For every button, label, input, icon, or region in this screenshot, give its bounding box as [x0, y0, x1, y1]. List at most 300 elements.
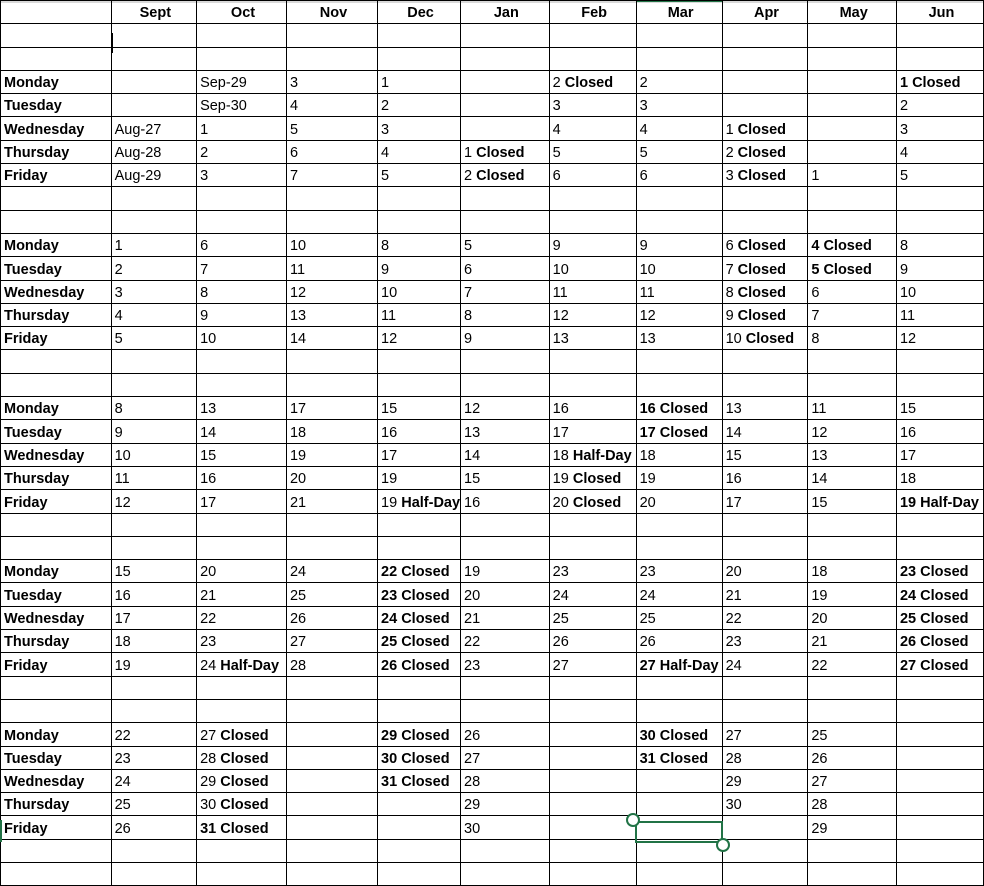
- date-cell[interactable]: [896, 746, 983, 769]
- date-cell[interactable]: 1: [808, 164, 897, 187]
- date-cell[interactable]: [896, 47, 983, 70]
- date-cell[interactable]: 14: [808, 466, 897, 489]
- date-cell[interactable]: [549, 676, 636, 699]
- date-cell[interactable]: [808, 676, 897, 699]
- date-cell[interactable]: 8: [461, 303, 550, 326]
- date-cell[interactable]: 25: [111, 793, 196, 816]
- date-cell[interactable]: [111, 839, 196, 862]
- date-cell[interactable]: 8: [896, 233, 983, 256]
- date-cell[interactable]: [286, 350, 377, 373]
- date-cell[interactable]: 17: [896, 443, 983, 466]
- date-cell[interactable]: [549, 723, 636, 746]
- date-cell[interactable]: [896, 373, 983, 396]
- date-cell[interactable]: [896, 210, 983, 233]
- date-cell[interactable]: 14: [197, 420, 287, 443]
- date-cell[interactable]: [461, 187, 550, 210]
- date-cell[interactable]: [378, 699, 461, 722]
- date-cell[interactable]: [461, 210, 550, 233]
- date-cell[interactable]: [896, 350, 983, 373]
- date-cell[interactable]: 17: [722, 490, 808, 513]
- date-cell[interactable]: 30 Closed: [378, 746, 461, 769]
- date-cell[interactable]: 24 Closed: [378, 606, 461, 629]
- date-cell[interactable]: 2: [378, 94, 461, 117]
- date-cell[interactable]: [286, 187, 377, 210]
- date-cell[interactable]: [896, 839, 983, 862]
- weekday-cell[interactable]: [1, 839, 112, 862]
- date-cell[interactable]: 26: [808, 746, 897, 769]
- weekday-cell[interactable]: Friday: [1, 327, 112, 350]
- date-cell[interactable]: [722, 233, 808, 256]
- date-cell[interactable]: 12: [378, 327, 461, 350]
- date-cell[interactable]: 25: [286, 583, 377, 606]
- date-cell[interactable]: [636, 536, 722, 559]
- date-cell[interactable]: [896, 676, 983, 699]
- date-cell[interactable]: [197, 723, 287, 746]
- date-cell[interactable]: 6: [286, 140, 377, 163]
- date-cell[interactable]: [722, 676, 808, 699]
- date-cell[interactable]: 16: [461, 490, 550, 513]
- date-cell[interactable]: [636, 210, 722, 233]
- date-cell[interactable]: 31 Closed: [378, 769, 461, 792]
- date-cell[interactable]: 10: [896, 280, 983, 303]
- date-cell[interactable]: [722, 280, 808, 303]
- weekday-cell[interactable]: [1, 24, 112, 47]
- date-cell[interactable]: 19: [461, 560, 550, 583]
- date-cell[interactable]: [722, 350, 808, 373]
- date-cell[interactable]: 28: [461, 769, 550, 792]
- date-cell[interactable]: 23: [461, 653, 550, 676]
- date-cell[interactable]: [549, 769, 636, 792]
- date-cell[interactable]: 22: [111, 723, 196, 746]
- date-cell[interactable]: [896, 699, 983, 722]
- date-cell[interactable]: 17 Closed: [636, 420, 722, 443]
- date-cell[interactable]: [111, 513, 196, 536]
- date-cell[interactable]: 22 Closed: [378, 560, 461, 583]
- date-cell[interactable]: 27 Half-Day: [636, 653, 722, 676]
- month-header-sept[interactable]: Sept: [111, 1, 196, 24]
- date-cell[interactable]: [808, 94, 897, 117]
- date-cell[interactable]: [549, 862, 636, 885]
- date-cell[interactable]: 11: [636, 280, 722, 303]
- date-cell[interactable]: 12: [111, 490, 196, 513]
- date-cell[interactable]: [896, 723, 983, 746]
- date-cell[interactable]: [461, 699, 550, 722]
- date-cell[interactable]: [286, 769, 377, 792]
- date-cell[interactable]: 23 Closed: [378, 583, 461, 606]
- date-cell[interactable]: [808, 373, 897, 396]
- date-cell[interactable]: [461, 536, 550, 559]
- weekday-cell[interactable]: Thursday: [1, 466, 112, 489]
- date-cell[interactable]: Sep-29: [197, 70, 287, 93]
- date-cell[interactable]: 5: [378, 164, 461, 187]
- date-cell[interactable]: [378, 513, 461, 536]
- date-cell[interactable]: 2: [896, 94, 983, 117]
- date-cell[interactable]: 23: [636, 560, 722, 583]
- date-cell[interactable]: 10: [378, 280, 461, 303]
- date-cell[interactable]: [896, 513, 983, 536]
- date-cell[interactable]: [636, 793, 722, 816]
- date-cell[interactable]: 30: [722, 793, 808, 816]
- date-cell[interactable]: [896, 187, 983, 210]
- date-cell[interactable]: [549, 24, 636, 47]
- date-cell[interactable]: 6: [549, 164, 636, 187]
- date-cell[interactable]: [722, 47, 808, 70]
- month-header-apr[interactable]: Apr: [722, 1, 808, 24]
- date-cell[interactable]: 25: [549, 606, 636, 629]
- weekday-cell[interactable]: Tuesday: [1, 583, 112, 606]
- date-cell[interactable]: [636, 513, 722, 536]
- date-cell[interactable]: 28: [722, 746, 808, 769]
- date-cell[interactable]: [808, 24, 897, 47]
- date-cell[interactable]: 7: [286, 164, 377, 187]
- date-cell[interactable]: 23: [197, 630, 287, 653]
- date-cell[interactable]: [378, 676, 461, 699]
- date-cell[interactable]: 29: [461, 793, 550, 816]
- weekday-cell[interactable]: Wednesday: [1, 117, 112, 140]
- date-cell[interactable]: [197, 793, 287, 816]
- date-cell[interactable]: 18: [808, 560, 897, 583]
- date-cell[interactable]: [111, 536, 196, 559]
- date-cell[interactable]: 15: [896, 397, 983, 420]
- date-cell[interactable]: 4: [111, 303, 196, 326]
- date-cell[interactable]: 29: [808, 816, 897, 839]
- date-cell[interactable]: [461, 676, 550, 699]
- date-cell[interactable]: 26: [636, 630, 722, 653]
- date-cell[interactable]: [378, 490, 461, 513]
- date-cell[interactable]: [461, 373, 550, 396]
- weekday-cell[interactable]: [1, 862, 112, 885]
- date-cell[interactable]: 20: [808, 606, 897, 629]
- date-cell[interactable]: 13: [636, 327, 722, 350]
- date-cell[interactable]: 19: [286, 443, 377, 466]
- date-cell[interactable]: 13: [808, 443, 897, 466]
- date-cell[interactable]: [808, 47, 897, 70]
- date-cell[interactable]: 24: [111, 769, 196, 792]
- date-cell[interactable]: [286, 513, 377, 536]
- date-cell[interactable]: 7: [461, 280, 550, 303]
- date-cell[interactable]: [286, 373, 377, 396]
- date-cell[interactable]: [722, 303, 808, 326]
- date-cell[interactable]: [286, 47, 377, 70]
- weekday-cell[interactable]: Thursday: [1, 303, 112, 326]
- date-cell[interactable]: 4: [378, 140, 461, 163]
- date-cell[interactable]: [896, 24, 983, 47]
- date-cell[interactable]: 20: [636, 490, 722, 513]
- date-cell[interactable]: 1: [378, 70, 461, 93]
- weekday-cell[interactable]: [1, 513, 112, 536]
- date-cell[interactable]: [549, 47, 636, 70]
- date-cell[interactable]: 26 Closed: [378, 653, 461, 676]
- weekday-cell[interactable]: Monday: [1, 397, 112, 420]
- date-cell[interactable]: [461, 117, 550, 140]
- date-cell[interactable]: 10: [197, 327, 287, 350]
- date-cell[interactable]: [286, 862, 377, 885]
- date-cell[interactable]: 13: [286, 303, 377, 326]
- date-cell[interactable]: 12: [286, 280, 377, 303]
- date-cell[interactable]: 23 Closed: [896, 560, 983, 583]
- date-cell[interactable]: [722, 24, 808, 47]
- date-cell[interactable]: 28: [808, 793, 897, 816]
- date-cell[interactable]: 27: [461, 746, 550, 769]
- date-cell[interactable]: [549, 816, 636, 839]
- date-cell[interactable]: 7: [197, 257, 287, 280]
- date-cell[interactable]: 22: [461, 630, 550, 653]
- date-cell[interactable]: 4: [636, 117, 722, 140]
- date-cell[interactable]: [808, 350, 897, 373]
- date-cell[interactable]: [197, 47, 287, 70]
- date-cell[interactable]: [722, 210, 808, 233]
- date-cell[interactable]: 6: [636, 164, 722, 187]
- date-cell[interactable]: 8: [378, 233, 461, 256]
- date-cell[interactable]: 16: [111, 583, 196, 606]
- weekday-cell[interactable]: [1, 699, 112, 722]
- date-cell[interactable]: 3: [111, 280, 196, 303]
- date-cell[interactable]: 19: [636, 466, 722, 489]
- date-cell[interactable]: [197, 536, 287, 559]
- date-cell[interactable]: 24: [286, 560, 377, 583]
- date-cell[interactable]: 29 Closed: [378, 723, 461, 746]
- date-cell[interactable]: [111, 676, 196, 699]
- date-cell[interactable]: [111, 862, 196, 885]
- date-cell[interactable]: [896, 536, 983, 559]
- date-cell[interactable]: 5: [286, 117, 377, 140]
- date-cell[interactable]: [197, 24, 287, 47]
- weekday-cell[interactable]: Thursday: [1, 793, 112, 816]
- date-cell[interactable]: [378, 793, 461, 816]
- date-cell[interactable]: [378, 862, 461, 885]
- date-cell[interactable]: [197, 210, 287, 233]
- date-cell[interactable]: 14: [722, 420, 808, 443]
- date-cell[interactable]: [636, 187, 722, 210]
- date-cell[interactable]: [636, 350, 722, 373]
- date-cell[interactable]: 25: [808, 723, 897, 746]
- date-cell[interactable]: [461, 94, 550, 117]
- date-cell[interactable]: 14: [461, 443, 550, 466]
- date-cell[interactable]: [808, 862, 897, 885]
- date-cell[interactable]: 10: [286, 233, 377, 256]
- date-cell[interactable]: 21: [722, 583, 808, 606]
- date-cell[interactable]: 9: [896, 257, 983, 280]
- date-cell[interactable]: 13: [549, 327, 636, 350]
- weekday-cell[interactable]: Wednesday: [1, 606, 112, 629]
- date-cell[interactable]: [808, 536, 897, 559]
- date-cell[interactable]: [461, 140, 550, 163]
- date-cell[interactable]: [722, 513, 808, 536]
- date-cell[interactable]: [808, 187, 897, 210]
- date-cell[interactable]: 16: [722, 466, 808, 489]
- date-cell[interactable]: 11: [549, 280, 636, 303]
- date-cell[interactable]: [722, 164, 808, 187]
- date-cell[interactable]: 5: [549, 140, 636, 163]
- date-cell[interactable]: 24: [549, 583, 636, 606]
- date-cell[interactable]: 26: [286, 606, 377, 629]
- weekday-cell[interactable]: Monday: [1, 560, 112, 583]
- date-cell[interactable]: 11: [286, 257, 377, 280]
- date-cell[interactable]: 9: [461, 327, 550, 350]
- date-cell[interactable]: 1: [111, 233, 196, 256]
- weekday-cell[interactable]: [1, 350, 112, 373]
- date-cell[interactable]: 16 Closed: [636, 397, 722, 420]
- date-cell[interactable]: 2: [197, 140, 287, 163]
- date-cell[interactable]: [549, 536, 636, 559]
- weekday-cell[interactable]: Friday: [1, 816, 112, 839]
- date-cell[interactable]: 7: [808, 303, 897, 326]
- date-cell[interactable]: [549, 443, 636, 466]
- month-header-oct[interactable]: Oct: [197, 1, 287, 24]
- date-cell[interactable]: [461, 862, 550, 885]
- date-cell[interactable]: 27: [722, 723, 808, 746]
- date-cell[interactable]: [286, 699, 377, 722]
- date-cell[interactable]: 15: [111, 560, 196, 583]
- date-cell[interactable]: [461, 350, 550, 373]
- date-cell[interactable]: [549, 187, 636, 210]
- date-cell[interactable]: 26: [461, 723, 550, 746]
- date-cell[interactable]: 20: [197, 560, 287, 583]
- weekday-cell[interactable]: Tuesday: [1, 420, 112, 443]
- date-cell[interactable]: [378, 47, 461, 70]
- weekday-cell[interactable]: Friday: [1, 164, 112, 187]
- selected-cell[interactable]: [635, 821, 723, 843]
- month-header-may[interactable]: May: [808, 1, 897, 24]
- date-cell[interactable]: [808, 140, 897, 163]
- date-cell[interactable]: 26: [111, 816, 196, 839]
- weekday-cell[interactable]: Monday: [1, 723, 112, 746]
- date-cell[interactable]: 9: [197, 303, 287, 326]
- date-cell[interactable]: 12: [549, 303, 636, 326]
- date-cell[interactable]: 21: [461, 606, 550, 629]
- weekday-cell[interactable]: Thursday: [1, 140, 112, 163]
- date-cell[interactable]: [549, 373, 636, 396]
- date-cell[interactable]: [636, 24, 722, 47]
- date-cell[interactable]: 3: [286, 70, 377, 93]
- date-cell[interactable]: 17: [549, 420, 636, 443]
- date-cell[interactable]: 23: [111, 746, 196, 769]
- date-cell[interactable]: [378, 839, 461, 862]
- date-cell[interactable]: 15: [197, 443, 287, 466]
- date-cell[interactable]: 27: [286, 630, 377, 653]
- date-cell[interactable]: 25 Closed: [896, 606, 983, 629]
- date-cell[interactable]: [808, 699, 897, 722]
- date-cell[interactable]: 15: [378, 397, 461, 420]
- weekday-cell[interactable]: [1, 676, 112, 699]
- date-cell[interactable]: [549, 746, 636, 769]
- date-cell[interactable]: 27: [549, 653, 636, 676]
- date-cell[interactable]: [549, 466, 636, 489]
- date-cell[interactable]: [722, 327, 808, 350]
- date-cell[interactable]: [896, 862, 983, 885]
- date-cell[interactable]: [722, 536, 808, 559]
- date-cell[interactable]: 31 Closed: [197, 816, 287, 839]
- weekday-cell[interactable]: Thursday: [1, 630, 112, 653]
- date-cell[interactable]: 15: [461, 466, 550, 489]
- date-cell[interactable]: 18: [286, 420, 377, 443]
- month-header-nov[interactable]: Nov: [286, 1, 377, 24]
- date-cell[interactable]: [111, 699, 196, 722]
- date-cell[interactable]: 16: [378, 420, 461, 443]
- date-cell[interactable]: 12: [461, 397, 550, 420]
- date-cell[interactable]: 6: [197, 233, 287, 256]
- date-cell[interactable]: [722, 94, 808, 117]
- month-header-jun[interactable]: Jun: [896, 1, 983, 24]
- date-cell[interactable]: 31 Closed: [636, 746, 722, 769]
- date-cell[interactable]: 25 Closed: [378, 630, 461, 653]
- date-cell[interactable]: [549, 793, 636, 816]
- date-cell[interactable]: 20: [722, 560, 808, 583]
- date-cell[interactable]: 19: [378, 466, 461, 489]
- date-cell[interactable]: [549, 70, 636, 93]
- date-cell[interactable]: 16: [896, 420, 983, 443]
- date-cell[interactable]: [808, 839, 897, 862]
- date-cell[interactable]: [286, 24, 377, 47]
- date-cell[interactable]: 5: [111, 327, 196, 350]
- date-cell[interactable]: [808, 513, 897, 536]
- date-cell[interactable]: [286, 536, 377, 559]
- date-cell[interactable]: [722, 816, 808, 839]
- weekday-cell[interactable]: Wednesday: [1, 443, 112, 466]
- date-cell[interactable]: [461, 839, 550, 862]
- weekday-cell[interactable]: Monday: [1, 70, 112, 93]
- date-cell[interactable]: 1: [197, 117, 287, 140]
- date-cell[interactable]: 13: [197, 397, 287, 420]
- date-cell[interactable]: [636, 373, 722, 396]
- month-header-jan[interactable]: Jan: [461, 1, 550, 24]
- date-cell[interactable]: 6: [808, 280, 897, 303]
- date-cell[interactable]: [286, 723, 377, 746]
- weekday-cell[interactable]: Wednesday: [1, 769, 112, 792]
- date-cell[interactable]: 1 Closed: [896, 70, 983, 93]
- date-cell[interactable]: 27: [808, 769, 897, 792]
- date-cell[interactable]: 26: [549, 630, 636, 653]
- date-cell[interactable]: [722, 70, 808, 93]
- date-cell[interactable]: 2: [111, 257, 196, 280]
- date-cell[interactable]: 16: [549, 397, 636, 420]
- date-cell[interactable]: 20: [461, 583, 550, 606]
- weekday-cell[interactable]: Tuesday: [1, 257, 112, 280]
- date-cell[interactable]: [111, 47, 196, 70]
- date-cell[interactable]: 17: [197, 490, 287, 513]
- date-cell[interactable]: 26 Closed: [896, 630, 983, 653]
- date-cell[interactable]: [197, 676, 287, 699]
- date-cell[interactable]: [722, 373, 808, 396]
- date-cell[interactable]: [286, 676, 377, 699]
- date-cell[interactable]: [378, 816, 461, 839]
- date-cell[interactable]: 10: [111, 443, 196, 466]
- date-cell[interactable]: [461, 47, 550, 70]
- date-cell[interactable]: [197, 653, 287, 676]
- date-cell[interactable]: [722, 699, 808, 722]
- date-cell[interactable]: [378, 187, 461, 210]
- date-cell[interactable]: [286, 746, 377, 769]
- date-cell[interactable]: 24 Closed: [896, 583, 983, 606]
- date-cell[interactable]: 21: [808, 630, 897, 653]
- date-cell[interactable]: 16: [197, 466, 287, 489]
- date-cell[interactable]: [378, 536, 461, 559]
- date-cell[interactable]: [636, 769, 722, 792]
- selection-handle-bottom-right[interactable]: [716, 838, 730, 852]
- date-cell[interactable]: 11: [808, 397, 897, 420]
- month-header-dec[interactable]: Dec: [378, 1, 461, 24]
- date-cell[interactable]: [549, 350, 636, 373]
- date-cell[interactable]: 22: [808, 653, 897, 676]
- date-cell[interactable]: [111, 24, 196, 47]
- date-cell[interactable]: 9: [111, 420, 196, 443]
- date-cell[interactable]: 21: [286, 490, 377, 513]
- date-cell[interactable]: [111, 373, 196, 396]
- date-cell[interactable]: 3: [197, 164, 287, 187]
- weekday-cell[interactable]: Tuesday: [1, 94, 112, 117]
- date-cell[interactable]: 3: [549, 94, 636, 117]
- date-cell[interactable]: [636, 676, 722, 699]
